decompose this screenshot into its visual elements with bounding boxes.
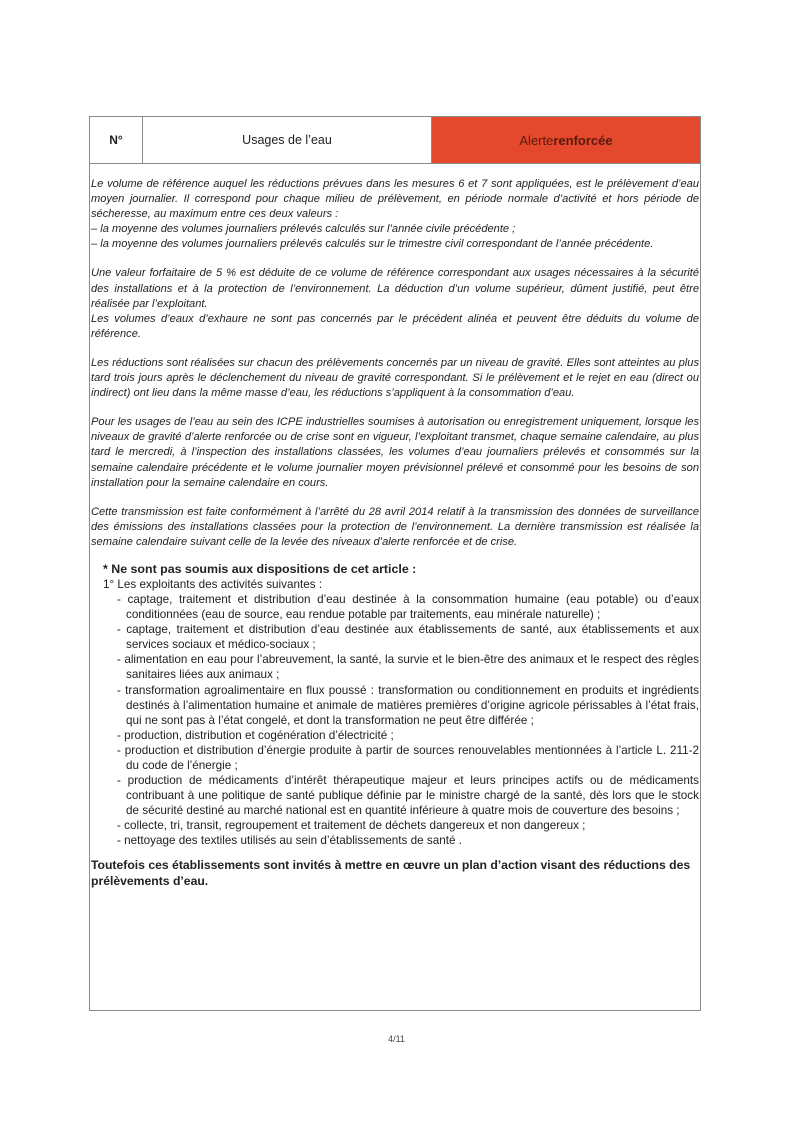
list-item: - production, distribution et cogénération d’électricité ; (117, 728, 394, 742)
list-item: - captage, traitement et distribution d’eau destinée aux établissements de santé, aux établissements et aux services sociaux et médico-sociaux ; (117, 623, 699, 652)
header-number: N° (90, 117, 143, 163)
list-item: - production de médicaments d’intérêt thérapeutique majeur et leurs principes actifs ou de médicaments contribuant à une politique de santé publique définie par le ministre chargé de la santé, dès lors que le stock de sécurité destiné au marché national est en quantité inférieure à quatre mois de couverture des besoins ; (117, 774, 699, 818)
list-item: - collecte, tri, transit, regroupement et traitement de déchets dangereux et non dangereux ; (117, 819, 586, 833)
list-item: - captage, traitement et distribution d’eau destinée à la consommation humaine (eau potable) ou d’eaux conditionnées (eau de source, eau rendue potable par traitements, eau minérale naturelle) ; (117, 592, 699, 622)
paragraph-quarterly-mean: – la moyenne des volumes journaliers prélevés calculés sur le trimestre civil correspondant de l’année précédente. (91, 238, 654, 251)
paragraph-flat-rate: Une valeur forfaitaire de 5 % est déduite de ce volume de référence correspondant aux usages nécessaires à la sécurité des installations et à la protection de l’environnement. La déduction d’un volume supérieur, dûment justifié, peut être réalisée par l’exploitant. (91, 267, 699, 310)
paragraph-icpe-transmission: Pour les usages de l’eau au sein des ICPE industrielles soumises à autorisation ou enregistrement uniquement, lorsque les niveaux de gravité d’alerte renforcée ou de crise sont en vigueur, l’exploitant transmet, chaque semaine calendaire, au plus tard le mercredi, à l’inspection des installations classées, les volumes d’eau journaliers prélevés et consommés sur la semaine calendaire précédente et le volume journalier moyen prévisionnel prélevé et consommé pour les besoins de son installation pour la semaine calendaire en cours. (91, 416, 699, 489)
paragraph-reductions: Les réductions sont réalisées sur chacun des prélèvements concernés par un niveau de gravité. Elles sont atteintes au plus tard trois jours après le déclenchement du niveau de gravité correspondant. Si le prélèvement et le rejet en eau (direct ou indirect) ont lieu dans la même masse d’eau, les réductions s’appliquent à la consommation d’eau. (91, 356, 699, 400)
final-note: Toutefois ces établissements sont invités à mettre en œuvre un plan d’action visant des réductions des prélèvements d’eau. (91, 857, 691, 888)
article-frame (89, 116, 701, 1011)
list-item: - transformation agroalimentaire en flux poussé : transformation ou conditionnement en produits et ingrédients destinés à l’alimentation humaine et animale de matières premières d’origine agricole périssables à l’état frais, qui ne sont pas à l’état congelé, et dont la transformation ne peut être différée ; (117, 683, 699, 727)
paragraph-exhaure: Les volumes d’eaux d’exhaure ne sont pas concernés par le précédent alinéa et peuvent être déduits du volume de référence. (91, 312, 699, 340)
article-body (90, 177, 700, 889)
paragraph-reference-volume: Le volume de référence auquel les réductions prévues dans les mesures 6 et 7 sont appliquées, est le prélèvement d’eau moyen journalier. Il correspond pour chaque milieu de prélèvement, en période normale d’activité et hors période de sécheresse, au maximum entre ces deux valeurs : (91, 178, 699, 221)
paragraph-annual-mean: – la moyenne des volumes journaliers prélevés calculés sur l’année civile précédente ; (91, 223, 516, 236)
list-item: - alimentation en eau pour l’abreuvement, la santé, la survie et le bien-être des animaux et le respect des règles sanitaires liées aux animaux ; (117, 653, 699, 682)
table-header (90, 117, 700, 164)
header-alert-level (432, 117, 700, 163)
exemptions-list (91, 592, 700, 849)
paragraph-transmission-decree: Cette transmission est faite conformément à l’arrêté du 28 avril 2014 relatif à la transmission des données de surveillance des émissions des installations classées pour la protection de l’environnement. La dernière transmission est réalisée la semaine calendaire suivant celle de la levée des niveaux d’alerte renforcée et de crise. (91, 505, 699, 548)
list-item: - nettoyage des textiles utilisés au sein d’établissements de santé . (117, 834, 462, 848)
header-usages: Usages de l’eau (143, 117, 432, 163)
exemptions-subtitle: 1° Les exploitants des activités suivantes : (103, 577, 323, 591)
alert-label-part1: Alerte (519, 132, 554, 148)
page-number: 4/11 (388, 1034, 405, 1044)
list-item: - production et distribution d’énergie produite à partir de sources renouvelables mentionnées à l’article L. 211-2 du code de l’énergie ; (117, 743, 699, 772)
exemptions-title: * Ne sont pas soumis aux dispositions de cet article : (103, 561, 417, 576)
alert-label-part2: renforcée (553, 132, 613, 148)
